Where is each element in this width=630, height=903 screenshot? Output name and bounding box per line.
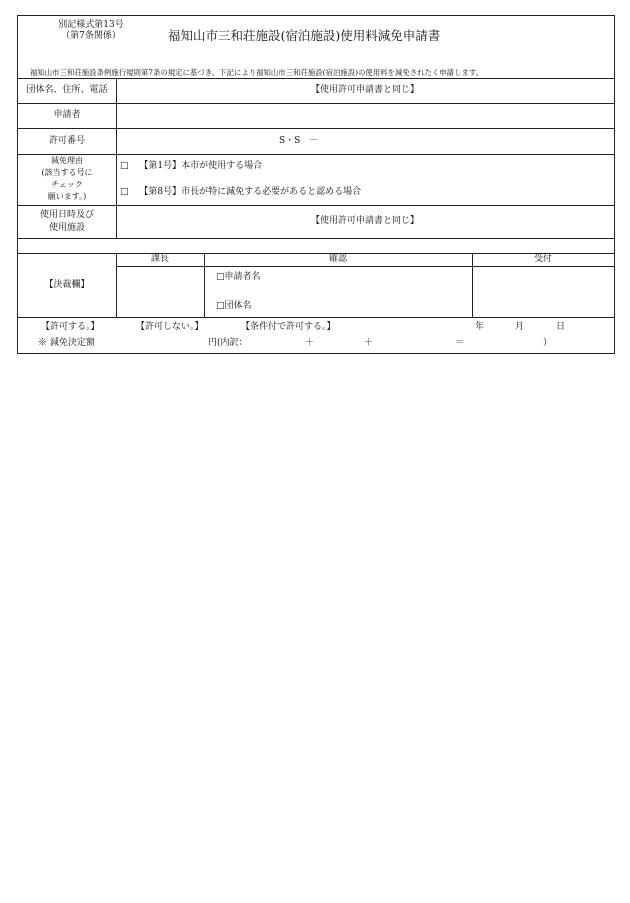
close-paren: ） (543, 338, 553, 348)
decision-year: 年 (475, 322, 485, 332)
check-group-name[interactable]: □団体名 (216, 301, 252, 311)
decision-permit[interactable]: 【許可する。】 (41, 322, 100, 332)
applicant-field[interactable] (120, 106, 610, 126)
decision-day: 日 (556, 322, 566, 332)
reason-option-2[interactable] (120, 187, 361, 198)
usage-label-line-2: 使用施設 (48, 223, 85, 233)
reason-label-line-3: チェック (51, 180, 83, 189)
permit-number-value: S・S － (279, 136, 319, 146)
amount-breakdown: 円(内訳： (208, 338, 248, 348)
form-article: （第7条関係） (61, 31, 121, 41)
equals-sign: ＝ (455, 338, 465, 348)
reason-option-2-text: 【第8号】市長が特に減免する必要があると認める場合 (139, 187, 362, 197)
amount-label: ※ 減免決定額 (38, 338, 95, 348)
permit-number-label: 許可番号 (48, 136, 85, 146)
decision-deny[interactable]: 【許可しない。】 (136, 322, 204, 332)
reason-label-line-2: (該当する号に (41, 168, 93, 177)
application-statement: 福知山市三和荘施設条例施行規則第7条の規定に基づき、下記により福知山市三和荘施設(宿泊施設)の使用料を減免されたく申請します。 (30, 68, 484, 77)
check-applicant-name[interactable]: □申請者名 (216, 272, 261, 282)
plus-sign-1: ＋ (305, 338, 315, 348)
decision-month: 月 (515, 322, 525, 332)
page-title: 福知山市三和荘施設(宿泊施設)使用料減免申請書 (168, 28, 441, 43)
col-chief: 課長 (150, 254, 169, 264)
col-confirm: 確認 (328, 254, 347, 264)
decision-conditional[interactable]: 【条件付で許可する。】 (241, 322, 336, 332)
reason-label-line-1: 減免理由 (51, 156, 83, 165)
group-info-value: 【使用許可申請書と同じ】 (310, 85, 419, 95)
form-number: 別記様式第13号 (58, 20, 124, 30)
reason-option-1-text: 【第1号】本市が使用する場合 (139, 161, 263, 171)
application-form (17, 15, 615, 354)
reason-label-line-4: 願います。) (47, 192, 87, 201)
applicant-label: 申請者 (53, 110, 81, 120)
usage-label-line-1: 使用日時及び (39, 210, 94, 220)
reason-option-1[interactable] (120, 161, 262, 172)
col-receipt: 受付 (533, 254, 552, 264)
reason-option-1-checkbox[interactable]: □ (120, 161, 129, 171)
reason-option-2-checkbox[interactable]: □ (120, 187, 129, 197)
approval-label: 【決裁欄】 (44, 280, 90, 290)
usage-value: 【使用許可申請書と同じ】 (310, 216, 419, 226)
group-info-label: 団体名、住所、電話 (26, 85, 108, 95)
plus-sign-2: ＋ (364, 338, 374, 348)
